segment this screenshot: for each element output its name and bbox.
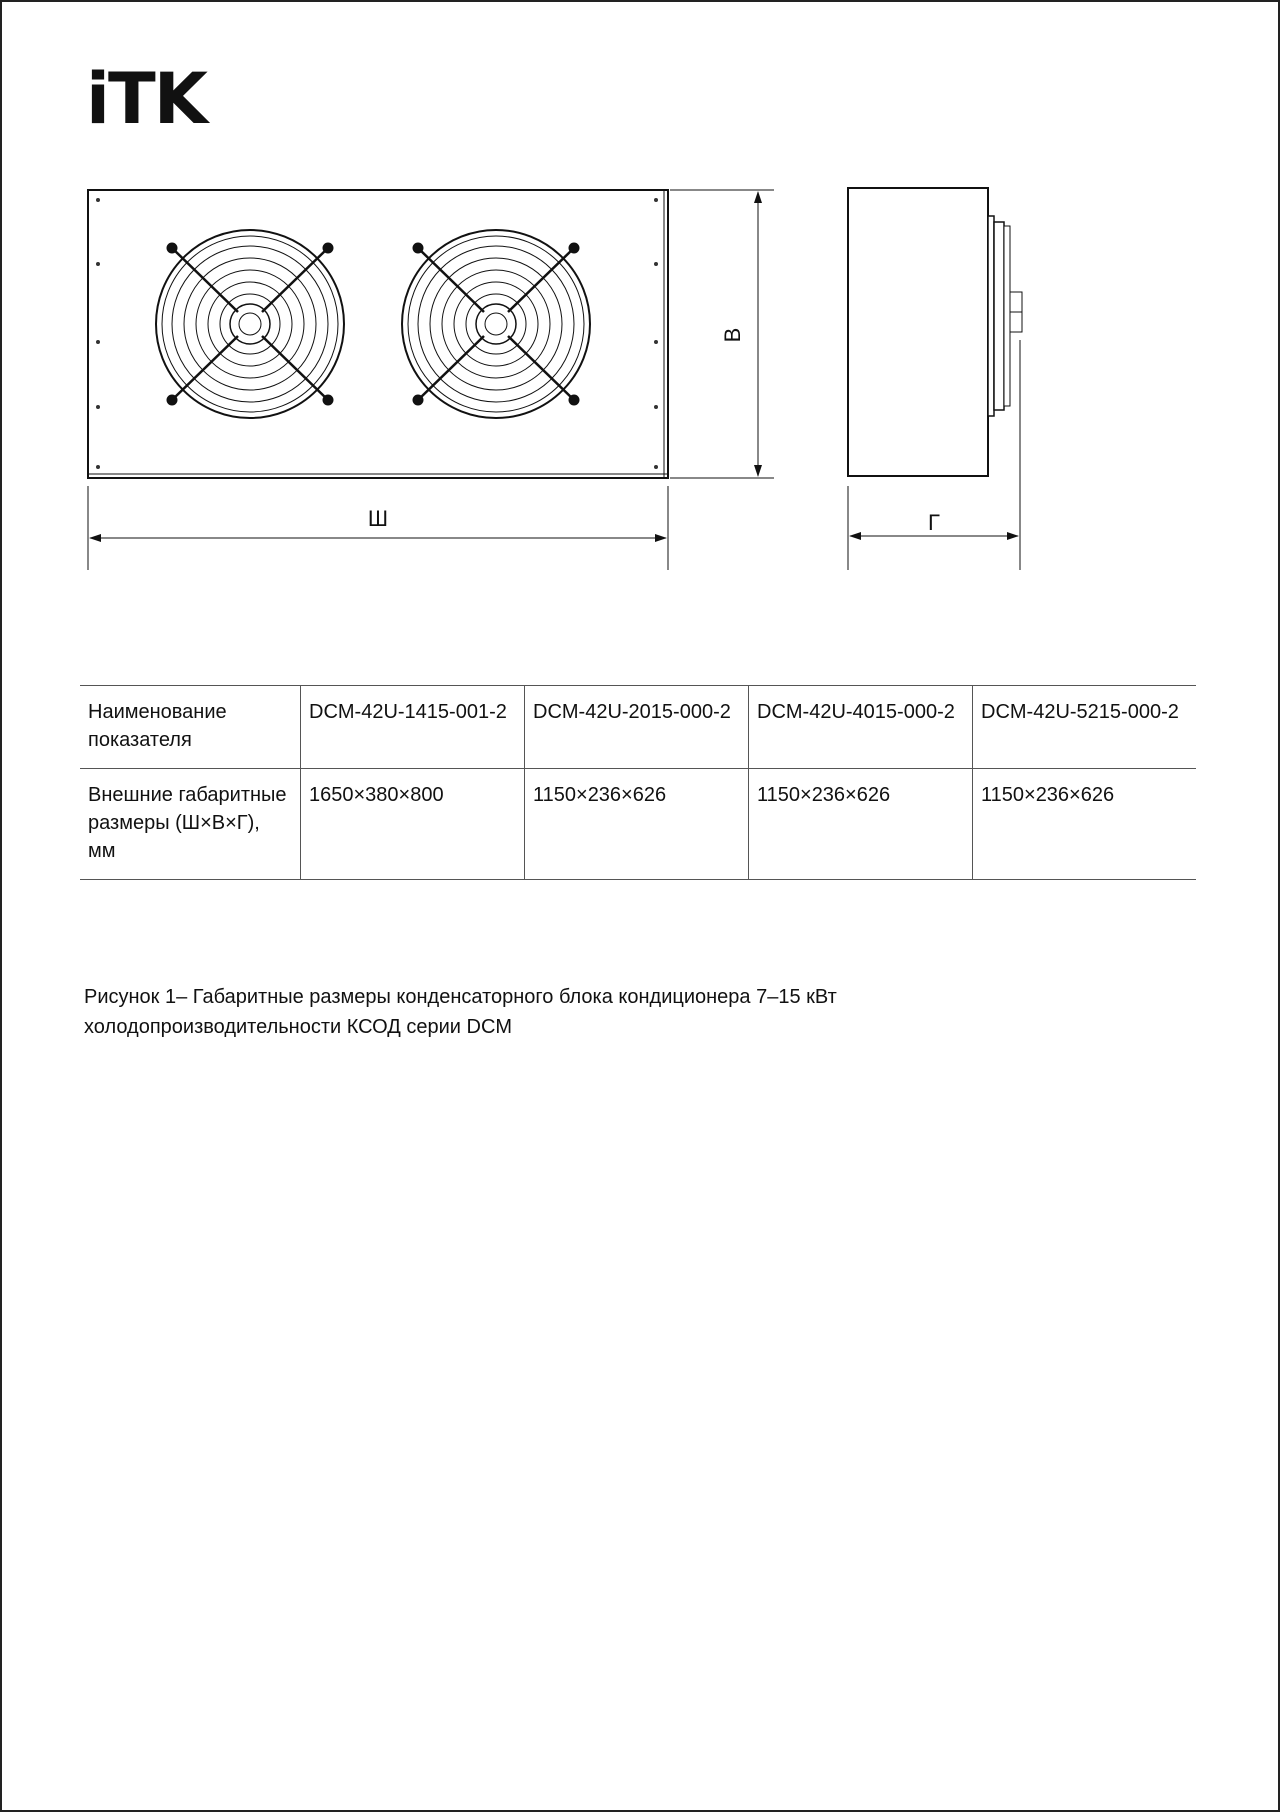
table-cell: DCM-42U-4015-000-2 — [749, 686, 973, 769]
caption-line: Рисунок 1– Габаритные размеры конденсаторного блока кондиционера 7–15 кВт — [84, 986, 837, 1008]
table-cell: 1650×380×800 — [301, 769, 525, 880]
table-cell: 1150×236×626 — [525, 769, 749, 880]
dim-height-label: В — [720, 327, 745, 343]
table-cell: Внешние габаритные размеры (Ш×В×Г), мм — [80, 769, 301, 880]
height-dimension — [670, 190, 774, 478]
condenser-drawing — [2, 2, 1278, 602]
figure-caption — [84, 982, 1184, 1042]
table-cell: 1150×236×626 — [749, 769, 973, 880]
table-cell: DCM-42U-2015-000-2 — [525, 686, 749, 769]
table-row — [80, 686, 1196, 769]
table-cell: 1150×236×626 — [973, 769, 1197, 880]
dim-width-label: Ш — [367, 506, 389, 531]
itk-logo: iTK — [86, 58, 206, 140]
table-cell: DCM-42U-1415-001-2 — [301, 686, 525, 769]
table-cell: Наименование показателя — [80, 686, 301, 769]
front-view — [88, 190, 668, 478]
width-dimension — [88, 486, 668, 570]
spec-table — [80, 685, 1196, 880]
caption-line: холодопроизводительности КСОД серии DCM — [84, 1016, 513, 1038]
side-view — [848, 188, 1022, 476]
table-cell: DCM-42U-5215-000-2 — [973, 686, 1197, 769]
table-row — [80, 769, 1196, 880]
dim-depth-label: Г — [928, 510, 940, 535]
